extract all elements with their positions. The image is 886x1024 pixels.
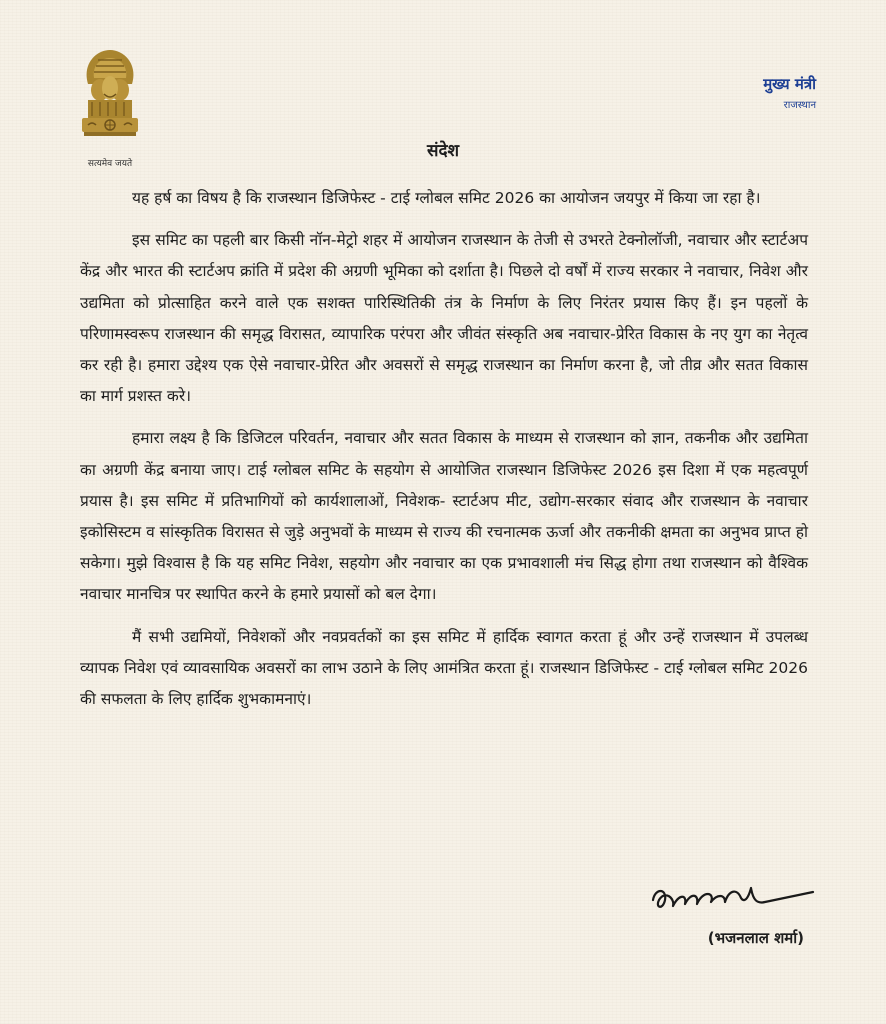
message-paragraph-1: यह हर्ष का विषय है कि राजस्थान डिजिफेस्ट - टाई ग्लोबल समिट 2026 का आयोजन जयपुर में किया जा रहा है। xyxy=(132,189,761,207)
lion-capital-icon xyxy=(74,44,146,152)
message-paragraph-3: हमारा लक्ष्य है कि डिजिटल परिवर्तन, नवाचार और सतत विकास के माध्यम से राजस्थान को ज्ञान, तकनीक और उद्यमिता का अग्रणी केंद्र बनाया जाए। टाई ग्लोबल समिट के सहयोग से आयोजित राजस्थान डिजिफेस्ट 2026 इस दिशा में एक महत्वपूर्ण प्रयास है। इस समिट में प्रतिभागियों को कार्यशालाओं, निवेशक- स्टार्टअप मीट, उद्योग-सरकार संवाद और राजस्थान के नवाचार इकोसिस्टम व सांस्कृतिक विरासत से जुड़े अनुभवों के माध्यम से राज्य की रचनात्मक ऊर्जा और तकनीकी क्षमता का अनुभव प्राप्त हो सकेगा। मुझे विश्वास है कि यह समिट निवेश, सहयोग और नवाचार का एक प्रभावशाली मंच सिद्ध होगा तथा राजस्थान को वैश्विक नवाचार मानचित्र पर स्थापित करने के हमारे प्रयासों को बल देगा। xyxy=(80,429,808,604)
message-title: संदेश xyxy=(426,141,460,161)
message-body xyxy=(80,183,808,715)
handwritten-signature xyxy=(645,870,825,924)
office-state: राजस्थान xyxy=(783,100,816,111)
signatory-name: (भजनलाल शर्मा) xyxy=(707,929,804,947)
office-block xyxy=(763,74,816,111)
message-paragraph-2: इस समिट का पहली बार किसी नॉन-मेट्रो शहर में आयोजन राजस्थान के तेजी से उभरते टेक्नोलॉजी, नवाचार और स्टार्टअप केंद्र और भारत की स्टार्टअप क्रांति में प्रदेश की अग्रणी भूमिका को दर्शाता है। पिछले दो वर्षों में राज्य सरकार ने नवाचार, निवेश और उद्यमिता को प्रोत्साहित करने वाले एक सशक्त पारिस्थितिकी तंत्र के निर्माण के लिए निरंतर प्रयास किए हैं। इन पहलों के परिणामस्वरूप राजस्थान की समृद्ध विरासत, व्यापारिक परंपरा और जीवंत संस्कृति अब नवाचार-प्रेरित विकास के नए युग का नेतृत्व कर रही है। हमारा उद्देश्य एक ऐसे नवाचार-प्रेरित और अवसरों से समृद्ध राजस्थान का निर्माण करना है, जो तीव्र और सतत विकास का मार्ग प्रशस्त करे। xyxy=(80,231,808,406)
office-title: मुख्य मंत्री xyxy=(763,75,816,93)
message-paragraph-4: मैं सभी उद्यमियों, निवेशकों और नवप्रवर्तकों का इस समिट में हार्दिक स्वागत करता हूं और उन्हें राजस्थान में उपलब्ध व्यापक निवेश एवं व्यावसायिक अवसरों का लाभ उठाने के लिए आमंत्रित करता हूं। राजस्थान डिजिफेस्ट - टाई ग्लोबल समिट 2026 की सफलता के लिए हार्दिक शुभकामनाएं। xyxy=(80,627,808,709)
emblem-motto: सत्यमेव जयते xyxy=(87,159,133,169)
